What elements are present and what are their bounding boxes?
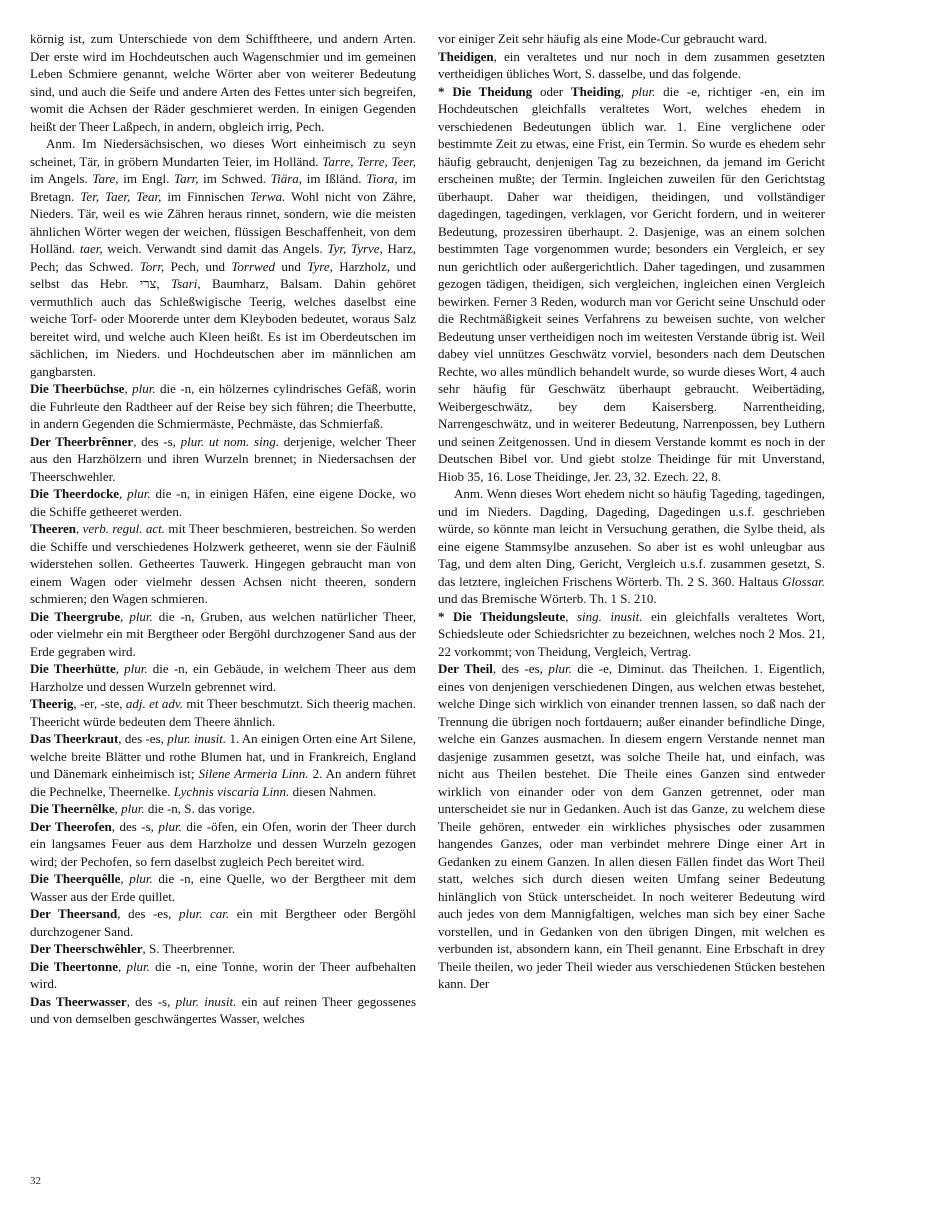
entry-theertonne: Die Theertonne, plur. die -n, eine Tonne, worin der Theer aufbehalten wird. xyxy=(30,958,416,991)
entry-theidung: * Die Theidung oder Theiding, plur. die -e, richtiger -en, ein im Hochdeutschen gleichfalls veraltetes Wort, welches ehedem in verschiedenen Bedeutungen üblich war. 1. Eine verglichene oder bestimmte Zeit zu etwas, eine Frist, ein Termin. So wurde es ehedem sehr häufig gebraucht, denjenigen Tag zu bezeichnen, da jemand im Gericht erscheinen mußte; der Termin. Ingleichen zuweilen für den Gerichtstag überhaupt. Daher war theidigen, theidingen, und vollständiger dagedingen, tagedingen, verklagen, vor Gericht fordern, und in weiterer Bedeutung, prozessiren überhaupt. 2. Dasjenige, was an einem solchen bestimmten Tage vorgenommen wurde; besonders ein Vergleich, er sey nun gerichtlich oder außergerichtlich. Daher tagedingen, und zusammen gezogen tädigen, theidigen, sich vergleichen, ingleichen einen Vergleich bewirken. Ferner 3 Reden, wodurch man vor Gericht seine Unschuld oder die Rechtmäßigkeit seines Verfahrens zu beweisen suchte, von welcher Bedeutung unser vertheidigen noch im weitesten Verstande übrig ist. Weil dabey viel unnützes Geschwätz vorviel, besonders nach dem Deutschen Rechte, wo alles mündlich behandelt wurde, so wurde dieses Wort, 4 auch sehr häufig für Geschwätz überhaupt gebraucht. Weibertäding, Weibergeschwätz, bey dem Kaisersberg. Narrentheiding, Narrengeschwätz, und in weiterer Bedeutung, Narrenpossen, bey Luthern und seinen Zeitgenossen. Und in diesem Verstande kommt es noch in der Deutschen Bibel vor. Und giebt stolze Theidinge für mit Unverstand, Hiob 35, 16. Lose Theidinge, Jer. 23, 32. Ezech. 22, 8. xyxy=(438,83,826,484)
annotation-teer: Anm. Im Niedersächsischen, wo dieses Wort einheimisch zu seyn scheinet, Tär, in gröbern Mundarten Teier, im Holländ. Tarre, Terre, Teer, im Angels. Tare, im Engl. Tarr, im Schwed. Tiära, im Ißländ. Tiora, im Bretagn. Ter, Taer, Tear, im Finnischen Terwa. Wohl nicht von Zähre, Nieders. Tär, weil es wie Zähren heraus rinnet, sondern, wie die meisten ähnlichen Wörter wegen der weichen, flüssigen Beschaffenheit, von dem Holländ. taer, weich. Verwandt sind damit das Angels. Tyr, Tyrve, Harz, Pech; das Schwed. Torr, Pech, und Torrwed und Tyre, Harzholz, und selbst das Hebr. צרי, Tsari, Baumharz, Balsam. Dahin gehöret vermuthlich auch das Schleßwigische Teerig, welches daselbst eine weiche Torf- oder Moorerde unter dem Kleyboden bedeutet, woraus Salz bereitet wird, und welche auch Kleen heißt. Es ist im Oberdeutschen im sächlichen, im Nieders. und Hochdeutschen aber im männlichen am gangbarsten. xyxy=(30,136,417,379)
entry-headword: Der Theerofen xyxy=(30,818,112,834)
entry-headword: Der Theerschwêhler xyxy=(30,941,143,956)
entry-headword: Theerig xyxy=(30,696,74,711)
entry-headword: Die Theerhütte xyxy=(30,661,116,676)
entry-headword: Die Theergrube xyxy=(30,608,121,624)
entry-theerhuette: Die Theerhütte, plur. die -n, ein Gebäude, in welchem Theer aus dem Harzholze und dessen Wurzeln gebrennet wird. xyxy=(30,661,416,694)
entry-headword: Die Theernêlke xyxy=(30,801,115,816)
entry-headword: Die Theertonne xyxy=(30,958,118,974)
entry-theersand: Der Theersand, des -es, plur. car. ein mit Bergtheer oder Bergöhl durchzogener Sand. xyxy=(30,906,416,939)
entry-theerdocke: Die Theerdocke, plur. die -n, in einigen Häfen, eine eigene Docke, wo die Schiffe getheeret werden. xyxy=(30,486,417,519)
right-column xyxy=(438,30,825,993)
entry-theidungsleute: * Die Theidungsleute, sing. inusit. ein gleichfalls veraltetes Wort, Schiedsleute oder Schiedsrichter zu bezeichnen, welches noch 2 Mos. 21, 22 vorkommt; von Theidung, Vergleich, Vertrag. xyxy=(438,608,825,659)
entry-theerbuechse: Die Theerbüchse, plur. die -n, ein hölzernes cylindrisches Gefäß, worin die Fuhrleute den Radtheer auf der Reise bey sich führen; die Theerbutte, in andern Gegenden die Schmiermäste, Pechmäste, das Schmierfaß. xyxy=(30,381,416,431)
entry-headword: Die Theerdocke xyxy=(30,486,120,501)
text: körnig ist, zum Unterschiede von dem Schifftheere, und andern Arten. Der erste wird im Hochdeutschen auch Wagenschmier und im gemeinen Leben Schmiere genannt, welche Wörter aber von weiterer Bedeutung sind, und auch die Seife und andere Arten des Fettes unter sich begreifen, womit die Achsen der Räder geschmieret werden. In einigen Gegenden heißt der Theer Laßpech, in andern, obgleich irrig, Pech. xyxy=(30,31,416,134)
hebrew-word: צרי, xyxy=(139,276,160,291)
entry-theeren: Theeren, verb. regul. act. mit Theer beschmieren, bestreichen. So werden die Schiffe und verschiedenes Holzwerk getheeret, wenn sie der Fäulniß widerstehen sollen. Getheertes Tauwerk. Hingegen gebraucht man von einem Wagen oder vielmehr dessen Achsen nicht theeren, sondern schmieren; den Wagen schmieren. xyxy=(30,521,417,606)
entry-headword: Der Theil xyxy=(438,661,493,676)
entry-headword: * Die Theidung xyxy=(438,83,533,99)
paragraph-teer-continued xyxy=(30,30,416,135)
entry-theerwasser: Das Theerwasser, des -s, plur. inusit. ein auf reinen Theer gegossenes und von demselben geschwängertes Wasser, welches xyxy=(30,993,417,1026)
entry-theernelke: Die Theernêlke, plur. die -n, S. das vorige. xyxy=(30,801,256,816)
entry-headword: Der Theerbrênner xyxy=(30,433,134,449)
entry-theerquelle: Die Theerquêlle, plur. die -n, eine Quelle, wo der Bergtheer mit dem Wasser aus der Erde quillet. xyxy=(30,871,416,904)
entry-headword-alt: Theiding xyxy=(570,83,621,99)
entry-theergrube: Die Theergrube, plur. die -n, Gruben, aus welchen natürlicher Theer, oder vielmehr ein mit Bergtheer oder Bergöhl durchzogener Sand aus der Erde gegraben wird. xyxy=(30,608,417,659)
entry-headword: Die Theerquêlle xyxy=(30,871,121,886)
annotation-theidung: Anm. Wenn dieses Wort ehedem nicht so häufig Tageding, tagedingen, und im Nieders. Dagding, Dageding, Dagedingen u.s.f. geschrieben würde, so könnte man leicht in Versuchung gerathen, die Sylbe theid, als eine eigene Stammsylbe anzusehen. So aber ist es wohl unleugbar aus Tag, und dem alten Ding, Gericht, Vergleich u.s.f. zusammen gesetzt, S. das letztere, ingleichen Frischens Wörterb. Th. 2 S. 360. Haltaus Glossar. und das Bremische Wörterb. Th. 1 S. 210. xyxy=(438,486,825,606)
entry-headword: Der Theersand xyxy=(30,906,118,921)
entry-theil: Der Theil, des -es, plur. die -e, Diminut. das Theilchen. 1. Eigentlich, eines von denjenigen verschiedenen Dingen, aus welchen etwas bestehet, welche Dinge sich wirklich von einander trennen lassen, so daß nach der Trennung die übrigen noch fortdauern; außer einander befindliche Dinge, welche ein Ganzes ausmachen. In diesem engern Verstande nennet man dasjenige zusammen gesetzt, was solche Theile hat, und einfach, was nicht aus Theilen bestehet. Die Theile eines Ganzen sind entweder wirklich von einander oder von dem Ganzen getrennet, oder man unterscheidet sie nur in Gedanken. Auch ist das Ganze, zu welchem diese Theile gehören, entweder ein wirkliches physisches oder zusammen hangendes Ganzes, oder man verbindet mehrere Dinge einer Art in Gedanken zu einem Ganzen. In allen diesen Fällen findet das Wort Theil statt, welches sich durch diesen weiten Umfang seiner Bedeutung hinlänglich von Stück unterscheidet. In noch weiterer Bedeutung wird auch jedes von dem Mannigfaltigen, welches man sich bey einer Sache vorstellen, und in Gedanken von den übrigen Dingen, mit welchen es verbunden ist, absondern kann, ein Theil genannt. Eine Erbschaft in drey Theile theilen, wo jeder Theil wieder aus verschiedenen Stücken bestehen kann. Der xyxy=(438,661,826,991)
entry-headword: Das Theerkraut xyxy=(30,731,119,746)
entry-theerschwehler: Der Theerschwêhler, S. Theerbrenner. xyxy=(30,941,236,956)
left-column xyxy=(30,30,416,1028)
entry-headword: Theeren xyxy=(30,521,76,536)
entry-theidigen: Theidigen, ein veraltetes und nur noch in dem zusammen gesetzten vertheidigen übliches Wort, S. dasselbe, und das folgende. xyxy=(438,48,825,81)
entry-headword: Das Theerwasser xyxy=(30,993,127,1009)
paragraph-theerwasser-continued: vor einiger Zeit sehr häufig als eine Mode-Cur gebraucht ward. xyxy=(438,31,768,46)
entry-theerkraut: Das Theerkraut, des -es, plur. inusit. 1. An einigen Orten eine Art Silene, welche breite Blätter und rothe Blumen hat, und in Frankreich, England und Dänemark einheimisch ist; Silene Armeria Linn. 2. An andern führet die Pechnelke, Theernelke. Lychnis viscaria Linn. diesen Nahmen. xyxy=(30,731,417,799)
entry-headword: Theidigen xyxy=(438,48,494,64)
entry-headword: * Die Theidungsleute xyxy=(438,608,566,624)
entry-theerig: Theerig, -er, -ste, adj. et adv. mit Theer beschmutzt. Sich theerig machen. Theericht würde bedeuten dem Theere ähnlich. xyxy=(30,696,416,729)
entry-headword: Die Theerbüchse xyxy=(30,381,125,396)
page-number: 32 xyxy=(30,1175,41,1187)
entry-theerbrenner: Der Theerbrênner, des -s, plur. ut nom. sing. derjenige, welcher Theer aus den Harzhölzern und ihren Wurzeln brennet; in Niedersachsen der Theerschwehler. xyxy=(30,433,416,484)
entry-theerofen: Der Theerofen, des -s, plur. die -öfen, ein Ofen, worin der Theer durch ein langsames Feuer aus dem Harzholze und dessen Wurzeln gezogen wird; der Pechofen, so fern daselbst zugleich Pech bereitet wird. xyxy=(30,818,417,869)
